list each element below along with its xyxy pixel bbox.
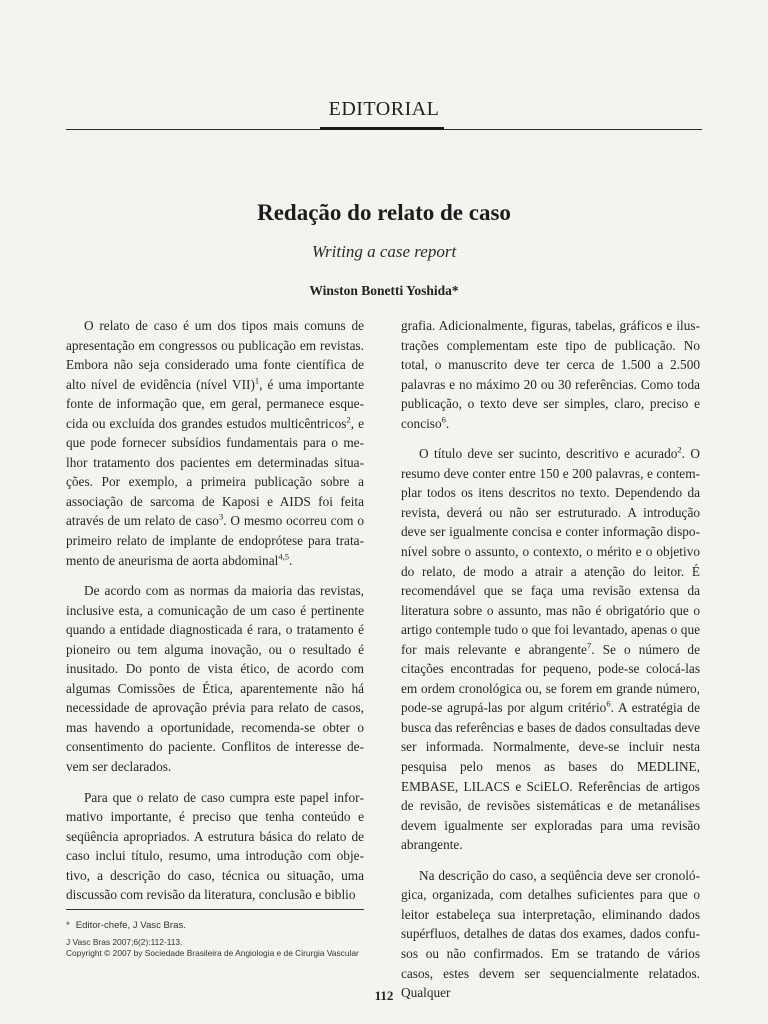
footnote-affiliation — [66, 920, 366, 931]
paragraph: Na descrição do caso, a seqüência deve ser cronológica, organizada, com detalhes suficientes para que o leitor estabeleça sua interpretação, eliminando dados supérfluos, detalhes de datas dos exames, dados confusos ou não confirmados. Em se tratando de vários casos, estes devem ser sequencialmente relatados. Qualquer — [401, 867, 700, 1001]
journal-citation: J Vasc Bras 2007;6(2):112-113. — [66, 937, 183, 947]
header-rule-accent — [320, 127, 444, 130]
paragraph: De acordo com as normas da maioria das revistas, inclusive esta, a comunicação de um caso é pertinente quando a entidade diagnosticada é rara, o tratamento é pioneiro ou tem alguma inovação, ou o resultado é inusitado. Do ponto de vista ético, de acordo com algumas Comissões de Ética, aparentemente não há necessidade de aprovação prévia para relato de casos, mas havendo a oportunidade, recomenda-se obter o consentimento do paciente. Conflitos de interesse devem ser declarados. — [66, 583, 364, 775]
page-number: 112 — [374, 988, 394, 1003]
citation-superscript: 2 — [677, 444, 682, 455]
citation-superscript: 4,5 — [278, 551, 289, 562]
article-author: Winston Bonetti Yoshida* — [309, 283, 459, 298]
paragraph: O título deve ser sucinto, descritivo e acurado$^2$. O resumo deve conter entre 150 e 200 palavras, e contemplar todos os itens descritos no texto. Dependendo da revista, deverá ou não ser estruturado. A introdução deve ser igualmente concisa e conter informação disponível sobre o assunto, o contexto, o mérito e o objetivo do relato, de modo a atrair a atenção do leitor. É recomendável que se faça uma revisão extensa da literatura sobre o assunto, mas não é obrigatório que o artigo contemple tudo o que foi levantado, apenas o que for mais relevante e abrangente$^7$. Se o número de citações encontradas for pequeno, pode-se colocá-las em ordem cronológica ou, se forem em grande número, pode-se agrupá-las por algum critério$^6$. A estratégia de busca das referências e bases de dados consultadas deve ser informada. Normalmente, deve-se incluir nesta pesquisa pelo menos as bases do MEDLINE, EMBASE, LILACS e SciELO. Referências de artigos de revisão, de revisões sistemáticas e de metanálises devem igualmente ser exploradas para uma revisão abrangente. — [401, 444, 700, 853]
paragraph: grafia. Adicionalmente, figuras, tabelas, gráficos e ilustrações complementam este tipo de publicação. No total, o manuscrito deve ter cerca de 1.500 a 2.500 palavras e no máximo 20 ou 30 referências. Como toda publicação, o texto deve ser simples, claro, preciso e conciso$^6$. — [401, 318, 700, 431]
footnote-marker: * — [66, 920, 70, 931]
citation-superscript: 6 — [441, 414, 446, 425]
citation-superscript: 6 — [606, 698, 611, 709]
article-subtitle: Writing a case report — [311, 242, 457, 261]
footnote-rule — [66, 909, 364, 910]
citation-superscript: 2 — [346, 414, 351, 425]
paragraph: O relato de caso é um dos tipos mais comuns de apresentação em congressos ou publicação em revistas. Embora não seja considerado uma fonte científica de alto nível de evidência (nível VII)$^1$, é uma importante fonte de informação que, em geral, permanece esquecida ou excluída dos grandes estudos multicêntricos$^2$, e que pode fornecer subsídios fundamentais para o melhor tratamento dos pacientes em determinadas situações. Por exemplo, a primeira publicação sobre a associação de sarcoma de Kaposi e AIDS foi feita através de um relato de caso$^3$. O mesmo ocorreu com o primeiro relato de implante de endoprótese para tratamento de aneurisma de aorta abdominal$^{4,5}$. — [66, 318, 364, 568]
section-label: EDITORIAL — [328, 98, 440, 120]
right-column — [401, 316, 700, 1014]
footnote — [66, 920, 366, 959]
paragraph: Para que o relato de caso cumpra este papel informativo importante, é preciso que tenha conteúdo e seqüência apropriados. A estrutura básica do relato de caso inclui título, resumo, uma introdução com objetivo, a descrição do caso, técnica ou situação, uma discussão com revisão da literatura, conclusão e biblio — [66, 789, 364, 903]
citation-superscript: 1 — [254, 375, 260, 386]
copyright-notice: Copyright © 2007 by Sociedade Brasileira de Angiologia e de Cirurgia Vascular — [66, 948, 359, 958]
article-title: Redação do relato de caso — [257, 200, 511, 225]
left-column — [66, 316, 364, 916]
citation-superscript: 7 — [586, 640, 592, 651]
citation-superscript: 3 — [218, 512, 224, 523]
footnote-affiliation-text: Editor-chefe, J Vasc Bras. — [75, 920, 186, 931]
